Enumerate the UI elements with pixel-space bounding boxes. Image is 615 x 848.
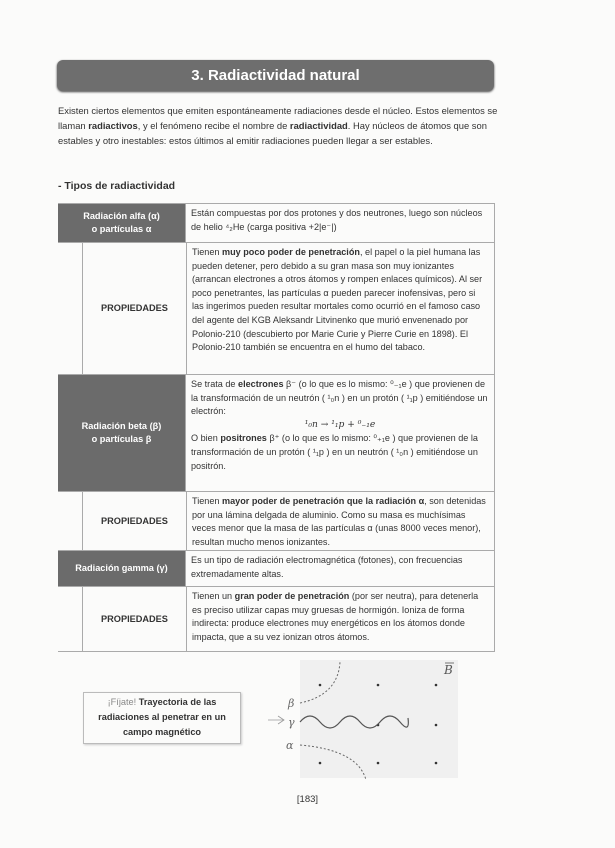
- alpha-symbol: α: [286, 739, 294, 752]
- magnetic-field-diagram: [268, 660, 468, 780]
- magnetic-field-label: B: [444, 663, 453, 677]
- gamma-symbol: γ: [288, 716, 295, 729]
- radiation-table: [58, 203, 495, 652]
- note-box: [83, 692, 241, 744]
- text: Tienen un: [192, 591, 235, 601]
- text: (por ser neutra), para detenerla es preciso utilizar capas muy gruesas de hormigón. Ioniza de forma indirecta: produce electrones muy energéticos en los átomos donde impacta, que a su vez ionizan otros átomos.: [192, 591, 479, 642]
- label-line: o partículas α: [91, 224, 152, 234]
- bold-text: positrones: [220, 433, 267, 444]
- intro-text: Existen ciertos elementos que emiten espontáneamente radiaciones desde el núcleo. Estos elementos se llaman: [58, 105, 498, 131]
- subheading: - Tipos de radiactividad: [58, 180, 176, 192]
- properties-label: PROPIEDADES: [82, 243, 186, 374]
- text: β⁻ (o lo que es lo mismo: ⁰₋₁e ) que provienen de la transformación de un neutrón ( ¹₀n ) en un protón ( ¹₁p ) emitiéndose un electrón:: [191, 379, 488, 417]
- bold-text: electrones: [238, 379, 284, 389]
- beta-equation: ¹₀n → ¹₁p + ⁰₋₁e: [304, 419, 376, 430]
- beta-description: [185, 375, 495, 491]
- alfa-label: [58, 204, 185, 242]
- text: Se trata de: [191, 379, 239, 389]
- alfa-description: Están compuestas por dos protones y dos neutrones, luego son núcleos de helio ⁴₂He (carga positiva +2|e⁻|): [185, 204, 495, 242]
- text: Tienen: [192, 247, 222, 257]
- bold-text: muy poco poder de penetración: [222, 247, 360, 257]
- beta-label: [58, 375, 185, 491]
- field-region: [300, 660, 458, 778]
- intro-bold: radiactividad: [289, 120, 348, 131]
- table-row-gamma-properties: [58, 587, 495, 652]
- section-title: 3. Radiactividad natural: [57, 60, 494, 91]
- gamma-label: Radiación gamma (γ): [58, 551, 185, 586]
- table-row-alfa-properties: [58, 243, 495, 375]
- intro-paragraph: [58, 103, 498, 148]
- intro-text: , y el fenómeno recibe el nombre de: [137, 120, 290, 131]
- note-prefix: ¡Fíjate!: [107, 697, 137, 707]
- bold-text: mayor poder de penetración que la radiación α: [222, 496, 425, 506]
- table-row-alfa: [58, 203, 495, 243]
- page-number: [183]: [296, 794, 319, 805]
- text: , el papel o la piel humana las pueden detener, pero debido a su gran masa son muy ionizantes (arrancan electrones a otros átomos y rompen enlaces químicos). Al ser poco penetrantes, las partículas α pueden parecer inofensivas, pero si las ingerimos pueden resultar mortales como ocurrió en el famoso caso del agente del KGB Aleksandr Litvinenko que murió envenenado por Polonio-210 (descubierto por Marie Curie y Pierre Curie en 1898). El Polonio-210 también se encuentra en el humo del tabaco.: [192, 247, 483, 353]
- properties-label: PROPIEDADES: [82, 492, 186, 550]
- alfa-properties-text: [186, 243, 495, 374]
- table-row-beta: [58, 375, 495, 492]
- bold-text: gran poder de penetración: [234, 591, 350, 601]
- table-row-gamma: [58, 551, 495, 587]
- gamma-description: Es un tipo de radiación electromagnética (fotones), con frecuencias extremadamente altas.: [185, 551, 495, 586]
- gamma-properties-text: [186, 587, 495, 651]
- text: O bien: [191, 433, 221, 444]
- table-row-beta-properties: [58, 492, 495, 551]
- text: Tienen: [192, 496, 222, 506]
- properties-label: PROPIEDADES: [82, 587, 186, 651]
- intro-text: . Hay núcleos de átomos que son estables y otro inestables: estos últimos al emitir radiaciones pueden llegar a ser estables.: [58, 120, 487, 146]
- label-line: Radiación beta (β): [81, 421, 162, 431]
- label-line: o partículas β: [91, 434, 152, 444]
- note-text: Trayectoria de las radiaciones al penetrar en un campo magnético: [98, 697, 226, 737]
- intro-bold: radiactivos: [88, 120, 138, 131]
- label-line: Radiación alfa (α): [83, 211, 160, 221]
- text: , son detenidas por una lámina delgada de aluminio. Como su masa es muchísimas veces menor que la masa de las partículas α (unas 8000 veces menor), resultan mucho menos ionizantes.: [192, 496, 486, 547]
- beta-symbol: β: [288, 697, 295, 710]
- beta-properties-text: [186, 492, 495, 550]
- text: β⁺ (o lo que es lo mismo: ⁰₊₁e ) que provienen de la transformación de un protón ( ¹₁p ) en un neutrón ( ¹₀n ) emitiéndose un positrón.: [191, 433, 478, 471]
